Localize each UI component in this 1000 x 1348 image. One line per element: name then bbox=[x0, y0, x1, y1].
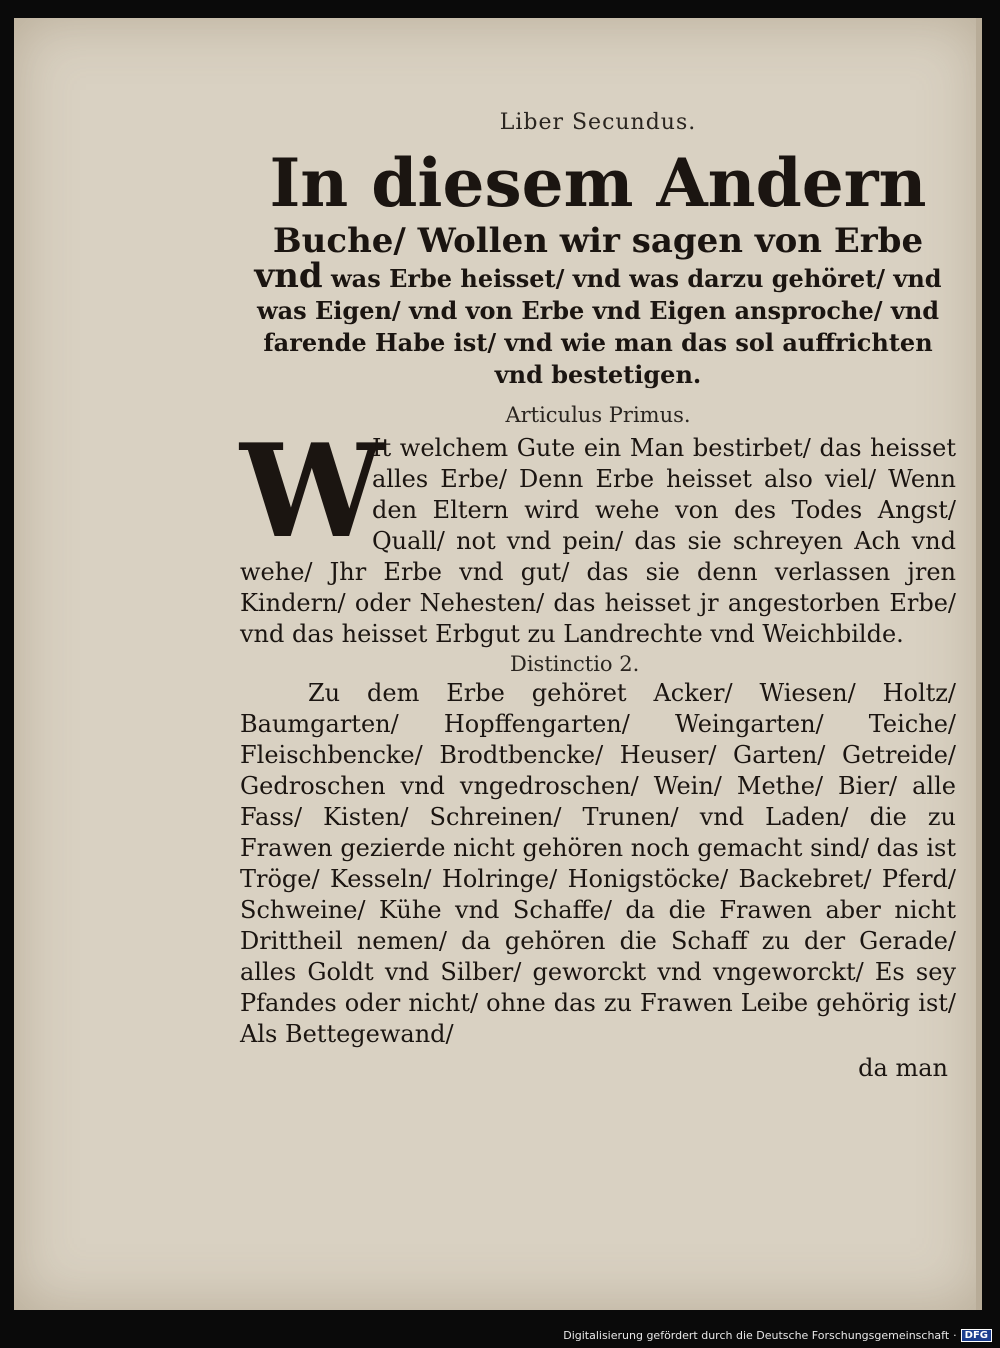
footer-separator: · bbox=[953, 1329, 957, 1342]
subtitle-lead: Buche/ Wollen wir sagen von Erbe vnd bbox=[254, 221, 924, 296]
footer-text: Digitalisierung gefördert durch die Deutsche Forschungsgemeinschaft bbox=[563, 1329, 950, 1342]
subtitle bbox=[240, 221, 956, 391]
running-head: Liber Secundus. bbox=[499, 110, 697, 135]
page-content bbox=[240, 110, 956, 1082]
article-paragraph bbox=[240, 417, 956, 650]
decorated-initial: W bbox=[240, 417, 384, 567]
article-text: It welchem Gute ein Man bestirbet/ das heisset alles Erbe/ Denn Erbe heisset also viel/ Wenn den Eltern wird wehe von des Todes Angst/ Quall/ not vnd pein/ das sie schreyen Ach vnd wehe/ Jhr Erbe vnd gut/ das sie denn verlassen jren Kindern/ oder Nehesten/ das heisset jr angestorben Erbe/ vnd das heisset Erbgut zu Landrechte vnd Weichbilde. bbox=[240, 434, 956, 648]
dfg-logo: DFG bbox=[961, 1329, 992, 1342]
distinctio-heading: Distinctio 2. bbox=[510, 652, 640, 676]
book-page bbox=[14, 18, 982, 1310]
footer-credit bbox=[563, 1329, 992, 1342]
article-heading: Articulus Primus. bbox=[505, 403, 691, 427]
subtitle-rest: was Erbe heisset/ vnd was darzu gehöret/ vnd was Eigen/ vnd von Erbe vnd Eigen ansproche/ vnd farende Habe ist/ vnd wie man das sol auffrichten vnd bestetigen. bbox=[256, 264, 942, 389]
catchword: da man bbox=[858, 1054, 948, 1082]
page-title: In diesem Andern bbox=[269, 144, 927, 222]
distinctio-paragraph bbox=[240, 678, 956, 1050]
distinctio-text: Zu dem Erbe gehöret Acker/ Wiesen/ Holtz/ Baumgarten/ Hopffengarten/ Weingarten/ Teiche/ Fleischbencke/ Brodtbencke/ Heuser/ Garten/ Getreide/ Gedroschen vnd vngedroschen/ Wein/ Methe/ Bier/ alle Fass/ Kisten/ Schreinen/ Trunen/ vnd Laden/ die zu Frawen gezierde nicht gehören noch gemacht sind/ das ist Tröge/ Kesseln/ Holringe/ Honigstöcke/ Backebret/ Pferd/ Schweine/ Kühe vnd Schaffe/ da die Frawen aber nicht Drittheil nemen/ da gehören die Schaff zu der Gerade/ alles Goldt vnd Silber/ geworckt vnd vngeworckt/ Es sey Pfandes oder nicht/ ohne das zu Frawen Leibe gehörig ist/ Als Bettegewand/ bbox=[240, 679, 956, 1048]
